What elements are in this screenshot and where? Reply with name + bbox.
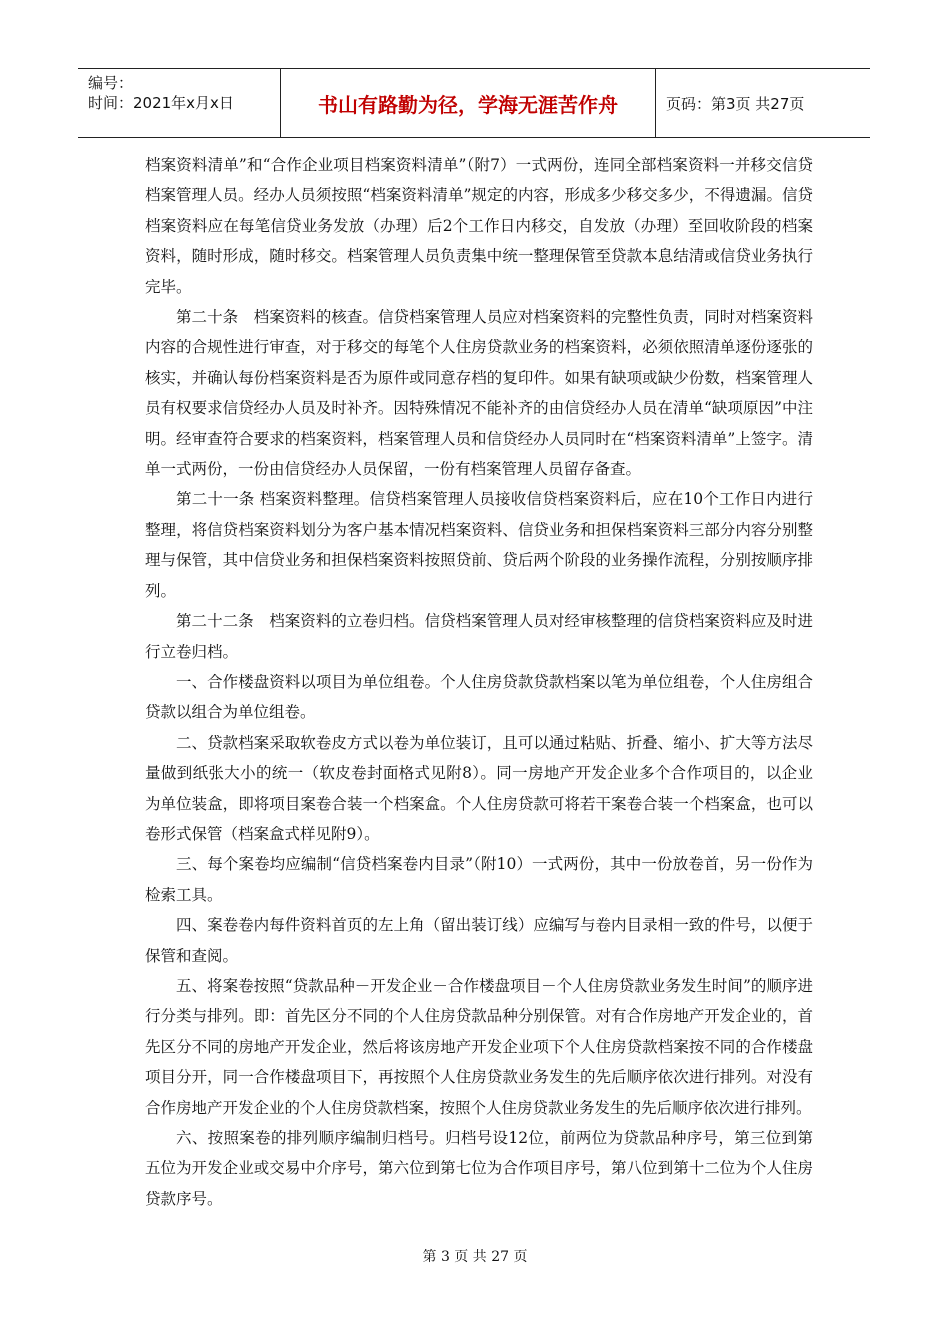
header-meta [78, 69, 281, 137]
paragraph: 档案资料清单”和“合作企业项目档案资料清单”（附7）一式两份，连同全部档案资料一并移交信贷档案管理人员。经办人员须按照“档案资料清单”规定的内容，形成多少移交多少，不得遗漏。信贷档案资料应在每笔信贷业务发放（办理）后2个工作日内移交，自发放（办理）至回收阶段的档案资料，随时形成，随时移交。档案管理人员负责集中统一整理保管至贷款本息结清或信贷业务执行完毕。 [145, 156, 813, 296]
paragraph: 三、每个案卷均应编制“信贷档案卷内目录”（附10）一式两份，其中一份放卷首，另一份作为检索工具。 [145, 855, 813, 904]
document-body [145, 150, 813, 1214]
page-header [78, 68, 870, 138]
paragraph: 第二十条 档案资料的核查。信贷档案管理人员应对档案资料的完整性负责，同时对档案资料内容的合规性进行审查，对于移交的每笔个人住房贷款业务的档案资料，必须依照清单逐份逐张的核实，并确认每份档案资料是否为原件或同意存档的复印件。如果有缺项或缺少份数，档案管理人员有权要求信贷经办人员及时补齐。因特殊情况不能补齐的由信贷经办人员在清单“缺项原因”中注明。经审查符合要求的档案资料，档案管理人员和信贷经办人员同时在“档案资料清单”上签字。清单一式两份，一份由信贷经办人员保留，一份有档案管理人员留存备查。 [145, 308, 813, 479]
header-motto: 书山有路勤为径，学海无涯苦作舟 [281, 69, 656, 137]
paragraph: 二、贷款档案采取软卷皮方式以卷为单位装订，且可以通过粘贴、折叠、缩小、扩大等方法尽量做到纸张大小的统一（软皮卷封面格式见附8）。同一房地产开发企业多个合作项目的，以企业为单位装盒，即将项目案卷合装一个档案盒。个人住房贷款可将若干案卷合装一个档案盒，也可以卷形式保管（档案盒式样见附9）。 [145, 733, 813, 843]
paragraph: 五、将案卷按照“贷款品种－开发企业－合作楼盘项目－个人住房贷款业务发生时间”的顺序进行分类与排列。即：首先区分不同的个人住房贷款品种分别保管。对有合作房地产开发企业的，首先区分不同的房地产开发企业，然后将该房地产开发企业项下个人住房贷款档案按不同的合作楼盘项目分开，同一合作楼盘项目下，再按照个人住房贷款业务发生的先后顺序依次进行排列。对没有合作房地产开发企业的个人住房贷款档案，按照个人住房贷款业务发生的先后顺序依次进行排列。 [145, 976, 813, 1117]
paragraph: 六、按照案卷的排列顺序编制归档号。归档号设12位，前两位为贷款品种序号，第三位到第五位为开发企业或交易中介序号，第六位到第七位为合作项目序号，第八位到第十二位为个人住房贷款序号。 [145, 1129, 813, 1208]
paragraph: 一、合作楼盘资料以项目为单位组卷。个人住房贷款贷款档案以笔为单位组卷，个人住房组合贷款以组合为单位组卷。 [145, 672, 813, 722]
paragraph: 第二十二条 档案资料的立卷归档。信贷档案管理人员对经审核整理的信贷档案资料应及时进行立卷归档。 [145, 612, 813, 661]
header-page-number: 页码：第3页 共27页 [666, 94, 805, 113]
document-date: 时间：2021年x月x日 [88, 94, 234, 112]
paragraph: 四、案卷卷内每件资料首页的左上角（留出装订线）应编写与卷内目录相一致的件号，以便于保管和查阅。 [145, 916, 813, 965]
paragraph: 第二十一条 档案资料整理。信贷档案管理人员接收信贷档案资料后，应在10个工作日内进行整理，将信贷档案资料划分为客户基本情况档案资料、信贷业务和担保档案资料三部分内容分别整理与保管，其中信贷业务和担保档案资料按照贷前、贷后两个阶段的业务操作流程，分别按顺序排列。 [145, 490, 813, 600]
document-number: 编号： [88, 74, 134, 92]
page-footer: 第 3 页 共 27 页 [422, 1249, 528, 1265]
